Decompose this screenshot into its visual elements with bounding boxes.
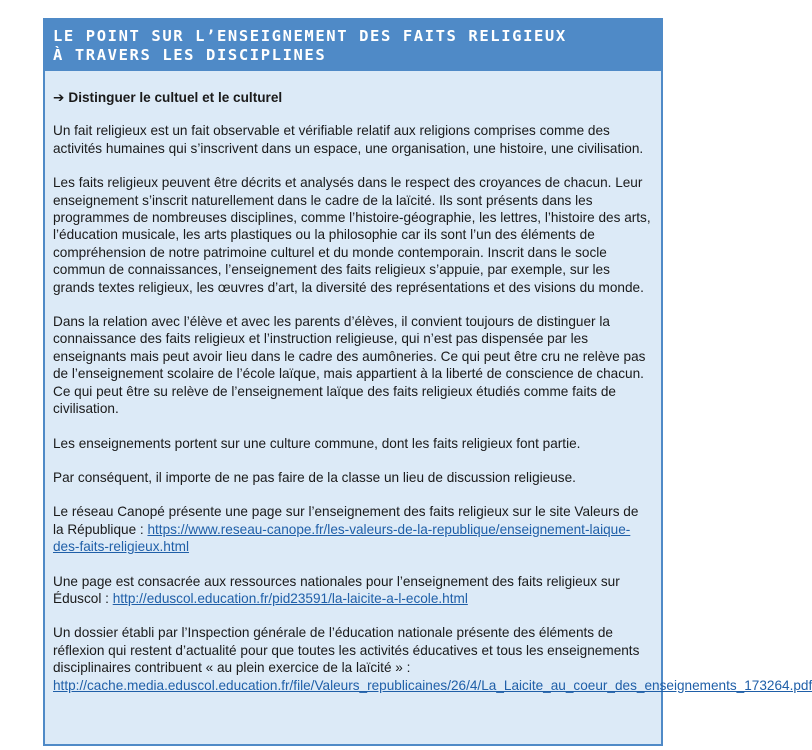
paragraph-consequence: Par conséquent, il importe de ne pas faire de la classe un lieu de discussion religieuse. — [53, 469, 576, 485]
eduscol-link[interactable]: http://eduscol.education.fr/pid23591/la-laicite-a-l-ecole.html — [112, 590, 468, 606]
dossier-link[interactable]: http://cache.media.eduscol.education.fr/file/Valeurs_republicaines/26/4/La_Laicite_au_coeur_des_enseignements_173264.pdf — [53, 677, 812, 693]
section-subtitle — [53, 89, 651, 107]
canope-text: Le réseau Canopé présente une page sur l’enseignement des faits religieux sur le site Valeurs de la République : — [53, 504, 639, 537]
subtitle-text: Distinguer le cultuel et le culturel — [68, 90, 283, 105]
box-header — [45, 20, 661, 71]
paragraph-common-culture: Les enseignements portent sur une culture commune, dont les faits religieux font partie. — [53, 435, 581, 451]
canope-link[interactable]: https://www.reseau-canope.fr/les-valeurs-de-la-republique/enseignement-laique-des-faits-religieux.html — [53, 521, 631, 555]
paragraph-relation: Dans la relation avec l’élève et avec les parents d’élèves, il convient toujours de distinguer la connaissance des faits religieux et l’instruction religieuse, qui n’est pas dispensée par les enseignants mais peut avoir lieu dans le cadre des aumôneries. Ce qui peut être cru ne relève pas de l’enseignement scolaire de l’école laïque, mais appartient à la liberté de conscience de chacun. Ce qui peut être su relève de l’enseignement laïque des faits religieux étudiés comme faits de civilisation. — [53, 314, 646, 417]
paragraph-dossier — [53, 624, 812, 694]
arrow-right-icon: ➔ — [53, 90, 65, 106]
eduscol-text: Une page est consacrée aux ressources nationales pour l’enseignement des faits religieux sur Éduscol : — [53, 573, 620, 606]
box-content — [45, 71, 812, 694]
info-box — [43, 18, 812, 746]
dossier-text: Un dossier établi par l’Inspection générale de l’éducation nationale présente des éléments de réflexion qui restent d’actualité pour que toutes les activités éducatives et tous les enseignements disciplinaires contribuent « au plein exercice de la laïcité » : — [53, 625, 640, 676]
paragraph-teaching: Les faits religieux peuvent être décrits et analysés dans le respect des croyances de chacun. Leur enseignement s’inscrit naturellement dans le cadre de la laïcité. Ils sont présents dans les programmes de nombreuses disciplines, comme l’histoire-géographie, les lettres, l’histoire des arts, l’éducation musicale, les arts plastiques ou la philosophie car ils sont l’un des éléments de compréhension de notre patrimoine culturel et du monde contemporain. Inscrit dans le socle commun de connaissances, l’enseignement des faits religieux s’appuie, par exemple, sur les grands textes religieux, les œuvres d’art, la diversité des représentations et des visions du monde. — [53, 175, 651, 295]
header-title-line-2: À TRAVERS LES DISCIPLINES — [53, 46, 327, 64]
paragraph-eduscol — [53, 573, 651, 608]
paragraph-definition: Un fait religieux est un fait observable et vérifiable relatif aux religions comprises comme des activités humaines qui s’inscrivent dans un espace, une organisation, une histoire, une civilisation. — [53, 123, 644, 156]
paragraph-canope — [53, 503, 651, 555]
header-title-line-1: LE POINT SUR L’ENSEIGNEMENT DES FAITS RELIGIEUX — [53, 27, 567, 45]
